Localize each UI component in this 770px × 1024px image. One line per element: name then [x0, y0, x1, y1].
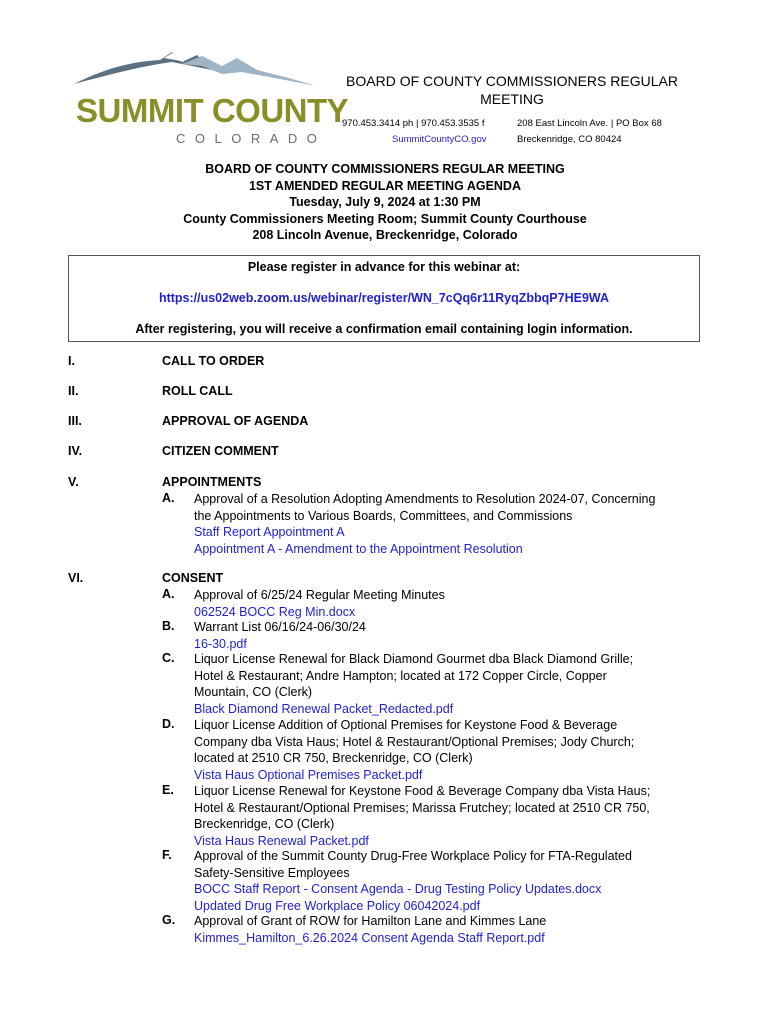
section-6-e-line3: Breckenridge, CO (Clerk) [194, 817, 335, 831]
header-website-link[interactable]: SummitCountyCO.gov [392, 134, 487, 145]
section-6-c-line3: Mountain, CO (Clerk) [194, 685, 313, 699]
section-5-a-link1[interactable]: Staff Report Appointment A [194, 525, 345, 539]
header-title-line2: MEETING [480, 91, 544, 107]
section-2-title: ROLL CALL [162, 384, 233, 398]
webinar-after: After registering, you will receive a confirmation email containing login information. [135, 322, 633, 336]
section-5-a-item [194, 491, 704, 557]
section-2-number: II. [68, 384, 79, 398]
section-6-a-line1: Approval of 6/25/24 Regular Meeting Minutes [194, 588, 445, 602]
section-5-a-link2[interactable]: Appointment A - Amendment to the Appointment Resolution [194, 541, 523, 556]
webinar-url-link[interactable]: https://us02web.zoom.us/webinar/register/WN_7cQq6r11RyqZbbqP7HE9WA [158, 291, 610, 305]
section-6-a-letter: A. [162, 587, 175, 601]
meeting-line3: Tuesday, July 9, 2024 at 1:30 PM [289, 195, 481, 209]
meeting-line5: 208 Lincoln Avenue, Breckenridge, Colorado [252, 228, 518, 242]
section-5-a-line2: the Appointments to Various Boards, Committees, and Commissions [194, 508, 573, 523]
section-6-c-letter: C. [162, 651, 175, 665]
header-phone: 970.453.3414 ph | 970.453.3535 f [342, 118, 485, 129]
section-6-c-link1[interactable]: Black Diamond Renewal Packet_Redacted.pdf [194, 701, 454, 716]
section-6-number: VI. [68, 571, 84, 585]
webinar-intro: Please register in advance for this webinar at: [247, 260, 521, 274]
section-6-f-link2[interactable]: Updated Drug Free Workplace Policy 06042024.pdf [194, 898, 481, 913]
header-title-line1: BOARD OF COUNTY COMMISSIONERS REGULAR [346, 73, 678, 89]
section-6-d-line2: Company dba Vista Haus; Hotel & Restaurant/Optional Premises; Jody Church; [194, 734, 635, 749]
section-6-a-item [194, 587, 704, 620]
section-4-number: IV. [68, 444, 83, 458]
section-6-d-letter: D. [162, 717, 175, 731]
section-6-f-item [194, 848, 704, 914]
section-6-g-line1: Approval of Grant of ROW for Hamilton Lane and Kimmes Lane [194, 914, 547, 928]
section-6-c-line2: Hotel & Restaurant; Andre Hampton; located at 172 Copper Circle, Copper [194, 668, 607, 683]
section-3-number: III. [68, 414, 82, 428]
section-6-f-line1: Approval of the Summit County Drug-Free Workplace Policy for FTA-Regulated [194, 849, 632, 863]
webinar-box [68, 255, 700, 342]
header-address2: Breckenridge, CO 80424 [517, 134, 622, 145]
section-6-e-line1: Liquor License Renewal for Keystone Food & Beverage Company dba Vista Haus; [194, 784, 651, 798]
section-1-title: CALL TO ORDER [162, 354, 265, 368]
logo-state: COLORADO [176, 131, 327, 146]
header-address1: 208 East Lincoln Ave. | PO Box 68 [517, 118, 662, 129]
section-3-title: APPROVAL OF AGENDA [162, 414, 309, 428]
section-5-a-letter: A. [162, 491, 175, 505]
section-6-b-letter: B. [162, 619, 175, 633]
meeting-info [60, 161, 710, 244]
section-6-b-item [194, 619, 704, 652]
meeting-line1: BOARD OF COUNTY COMMISSIONERS REGULAR MEETING [205, 162, 565, 176]
section-6-b-line1: Warrant List 06/16/24-06/30/24 [194, 620, 366, 634]
logo-wordmark: SUMMIT COUNTY [76, 92, 349, 129]
section-6-e-letter: E. [162, 783, 174, 797]
section-6-d-line3: located at 2510 CR 750, Breckenridge, CO (Clerk) [194, 751, 473, 765]
section-6-d-link1[interactable]: Vista Haus Optional Premises Packet.pdf [194, 767, 423, 782]
header-title [322, 72, 702, 108]
section-6-d-item [194, 717, 704, 783]
section-6-c-line1: Liquor License Renewal for Black Diamond Gourmet dba Black Diamond Grille; [194, 652, 634, 666]
section-6-b-link1[interactable]: 16-30.pdf [194, 636, 247, 651]
section-6-e-line2: Hotel & Restaurant/Optional Premises; Marissa Frutchey; located at 2510 CR 750, [194, 800, 650, 815]
section-6-e-link1[interactable]: Vista Haus Renewal Packet.pdf [194, 833, 369, 848]
section-6-c-item [194, 651, 704, 717]
meeting-line4: County Commissioners Meeting Room; Summit County Courthouse [183, 211, 587, 226]
section-4-title: CITIZEN COMMENT [162, 444, 279, 458]
section-6-f-letter: F. [162, 848, 172, 862]
meeting-line2: 1ST AMENDED REGULAR MEETING AGENDA [248, 178, 521, 193]
section-5-a-line1: Approval of a Resolution Adopting Amendments to Resolution 2024-07, Concerning [194, 492, 656, 506]
section-6-title: CONSENT [162, 571, 224, 585]
section-1-number: I. [68, 354, 75, 368]
section-6-g-item [194, 913, 704, 946]
section-6-f-line2: Safety-Sensitive Employees [194, 865, 350, 880]
section-5-title: APPOINTMENTS [162, 475, 262, 489]
section-6-e-item [194, 783, 704, 849]
section-6-f-link1[interactable]: BOCC Staff Report - Consent Agenda - Drug Testing Policy Updates.docx [194, 882, 602, 896]
section-5-number: V. [68, 475, 79, 489]
section-6-g-letter: G. [162, 913, 176, 927]
section-6-g-link1[interactable]: Kimmes_Hamilton_6.26.2024 Consent Agenda Staff Report.pdf [194, 930, 545, 945]
section-6-a-link1[interactable]: 062524 BOCC Reg Min.docx [194, 604, 356, 619]
section-6-d-line1: Liquor License Addition of Optional Premises for Keystone Food & Beverage [194, 718, 618, 732]
